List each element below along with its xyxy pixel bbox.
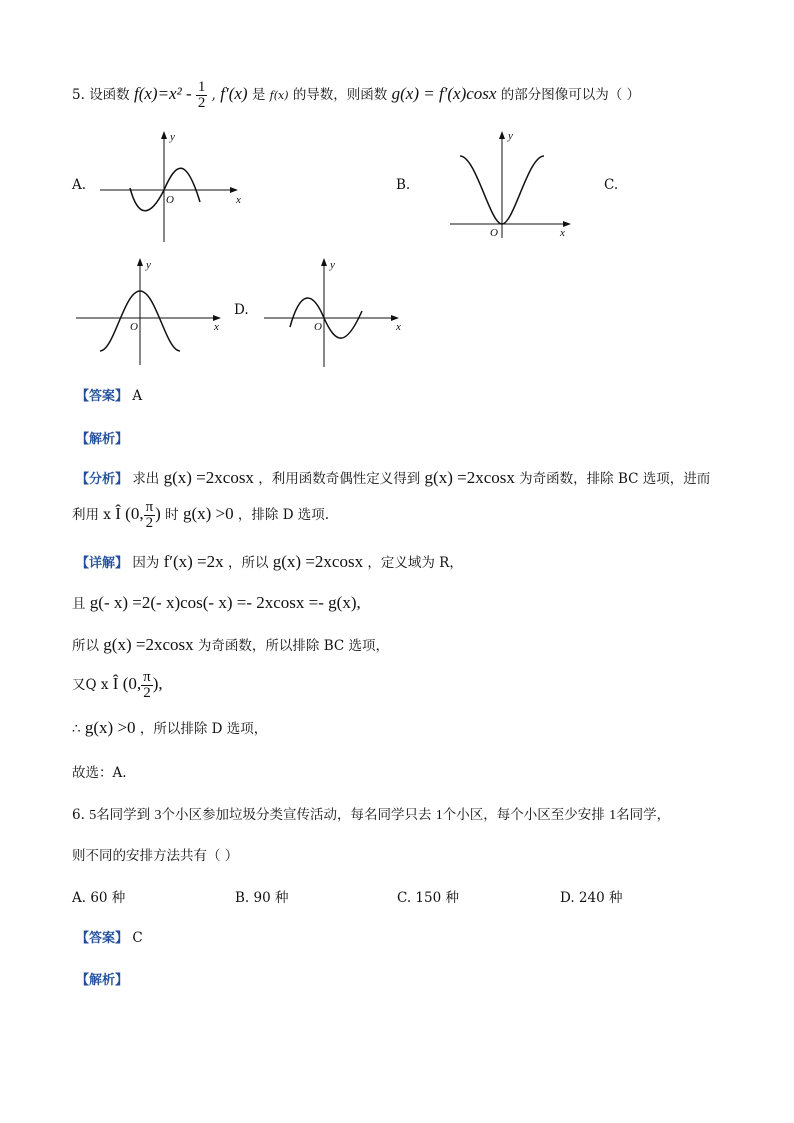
interval-open: (0, <box>125 504 144 523</box>
q6-text: 个小区，每个小区至少安排 <box>442 807 605 823</box>
q6-number-1: 1 <box>435 808 443 823</box>
answer-tag: 【答案】 <box>76 389 129 404</box>
xiangjie-expr: g(- x) =2(- x)cos(- x) =- 2xcosx =- g(x), <box>89 593 361 612</box>
fraction-denominator: 2 <box>143 685 151 701</box>
q6-option-d: D. 240 种 <box>560 890 623 906</box>
q5-stem-b: 是 <box>251 87 266 103</box>
q6-text: 名同学， <box>616 807 671 823</box>
answer-value: A <box>132 388 143 404</box>
fraction-denominator: 2 <box>197 95 206 111</box>
xiangjie-expr: g(x) =2xcosx <box>272 552 364 571</box>
q5-g-expr: g(x) = f′(x)cosx <box>391 84 497 103</box>
q5-answer-line <box>76 385 142 404</box>
fenxi-text: 时 <box>165 507 179 523</box>
fenxi-line-1 <box>76 467 710 488</box>
graph-option-a <box>96 126 246 244</box>
xiangjie-expr: g(x) >0 <box>84 718 136 737</box>
element-of-symbol: Î <box>115 504 121 523</box>
axis-origin-label: O <box>490 227 498 239</box>
fenxi-text: 为奇函数，排除 BC 选项，进而 <box>519 471 711 487</box>
xiangjie-line-2 <box>72 592 361 613</box>
xiangjie-expr: g(x) =2xcosx <box>103 635 194 654</box>
q5-f-expr: f(x)=x² - <box>133 84 196 103</box>
option-c-label: C. <box>604 177 619 193</box>
axis-origin-label: O <box>130 321 138 333</box>
fenxi-text: ，利用函数奇偶性定义得到 <box>258 471 421 487</box>
axis-x-label: x <box>560 227 565 239</box>
xiangjie-text: ，所以 <box>227 555 269 571</box>
fraction-numerator: π <box>143 669 151 685</box>
q5-fx-small: f(x) <box>269 89 289 102</box>
xiangjie-text: ，所以排除 D 选项， <box>139 721 268 737</box>
q6-number-1b: 1 <box>609 808 617 823</box>
option-b-label: B. <box>396 177 411 193</box>
pi-over-2-fraction <box>141 670 153 701</box>
option-d-label: D. <box>234 302 249 318</box>
q5-stem-d: 的部分图像可以为（ ） <box>500 87 641 103</box>
q5-fprime: f′(x) <box>220 84 248 103</box>
xiangjie-text: 且 <box>72 596 86 612</box>
pi-over-2-fraction <box>144 500 156 531</box>
fenxi-line-2 <box>72 500 329 531</box>
axis-y-label: y <box>146 259 151 271</box>
q5-stem <box>72 80 640 111</box>
q5-half-fraction <box>196 80 208 111</box>
fenxi-g-expr: g(x) >0 <box>182 504 234 523</box>
q6-number: 6. <box>72 807 85 823</box>
fraction-numerator: π <box>145 499 154 515</box>
xiangjie-expr: f′(x) =2x <box>163 552 224 571</box>
option-a-label: A. <box>72 177 87 193</box>
fraction-denominator: 2 <box>145 515 154 531</box>
xiangjie-text: 所以 <box>72 638 99 654</box>
axis-y-label: y <box>170 131 175 143</box>
xiangjie-line-4 <box>72 670 163 701</box>
q6-option-c: C. 150 种 <box>397 890 459 906</box>
q6-option-a: A. 60 种 <box>72 890 126 906</box>
graph-option-b <box>446 126 576 242</box>
q5-stem-c: 的导数，则函数 <box>292 87 388 103</box>
q6-stem-line-1 <box>72 803 670 824</box>
q6-option-b: B. 90 种 <box>235 890 289 906</box>
axis-x-label: x <box>396 321 401 333</box>
axis-y-label: y <box>508 130 513 142</box>
xiangjie-text: ，定义域为 R， <box>367 555 463 571</box>
fenxi-g-expr: g(x) =2xcosx <box>163 468 254 487</box>
xiangjie-text: 因为 <box>132 555 160 571</box>
fenxi-text: ，排除 D 选项. <box>237 507 330 523</box>
element-of-symbol: Î <box>112 674 119 693</box>
xiangjie-text: 又Q x <box>72 677 109 693</box>
q6-answer-line <box>76 927 143 946</box>
q5-number: 5. <box>72 87 85 103</box>
fenxi-tag: 【分析】 <box>76 472 129 487</box>
graph-option-d <box>260 255 410 369</box>
therefore-symbol: ∴ <box>72 721 81 737</box>
fenxi-g-expr: g(x) =2xcosx <box>424 468 515 487</box>
fraction-numerator: 1 <box>197 79 206 95</box>
fenxi-text: 求出 <box>132 471 160 487</box>
interval-close: ), <box>152 674 163 693</box>
q6-text: 个小区参加垃圾分类宣传活动，每名同学只去 <box>161 807 432 823</box>
answer-value: C <box>132 930 143 946</box>
interval-open: (0, <box>122 674 142 693</box>
xiangjie-text: 为奇函数，所以排除 BC 选项， <box>197 638 390 654</box>
axis-x-label: x <box>214 321 219 333</box>
q5-stem-a: 设函数 <box>89 87 130 103</box>
analysis-tag: 【解析】 <box>76 432 129 447</box>
xiangjie-tag: 【详解】 <box>76 556 129 571</box>
xiangjie-line-5 <box>72 717 267 738</box>
xiangjie-line-1 <box>76 551 463 572</box>
q6-number-5: 5 <box>89 808 97 823</box>
axis-y-label: y <box>330 259 335 271</box>
fenxi-text: 利用 x <box>72 507 111 523</box>
analysis-tag: 【解析】 <box>76 973 129 988</box>
q6-number-3: 3 <box>154 808 162 823</box>
axis-origin-label: O <box>166 194 174 206</box>
interval-close: ) <box>155 504 161 523</box>
axis-x-label: x <box>236 194 241 206</box>
conclusion: 故选：A. <box>72 765 127 781</box>
graph-option-c <box>72 255 230 367</box>
q6-stem-line-2: 则不同的安排方法共有（ ） <box>72 848 239 864</box>
axis-origin-label: O <box>314 321 322 333</box>
answer-tag: 【答案】 <box>76 931 129 946</box>
q5-comma: , <box>211 87 216 103</box>
q6-text: 名同学到 <box>96 807 151 823</box>
xiangjie-line-3 <box>72 634 389 655</box>
